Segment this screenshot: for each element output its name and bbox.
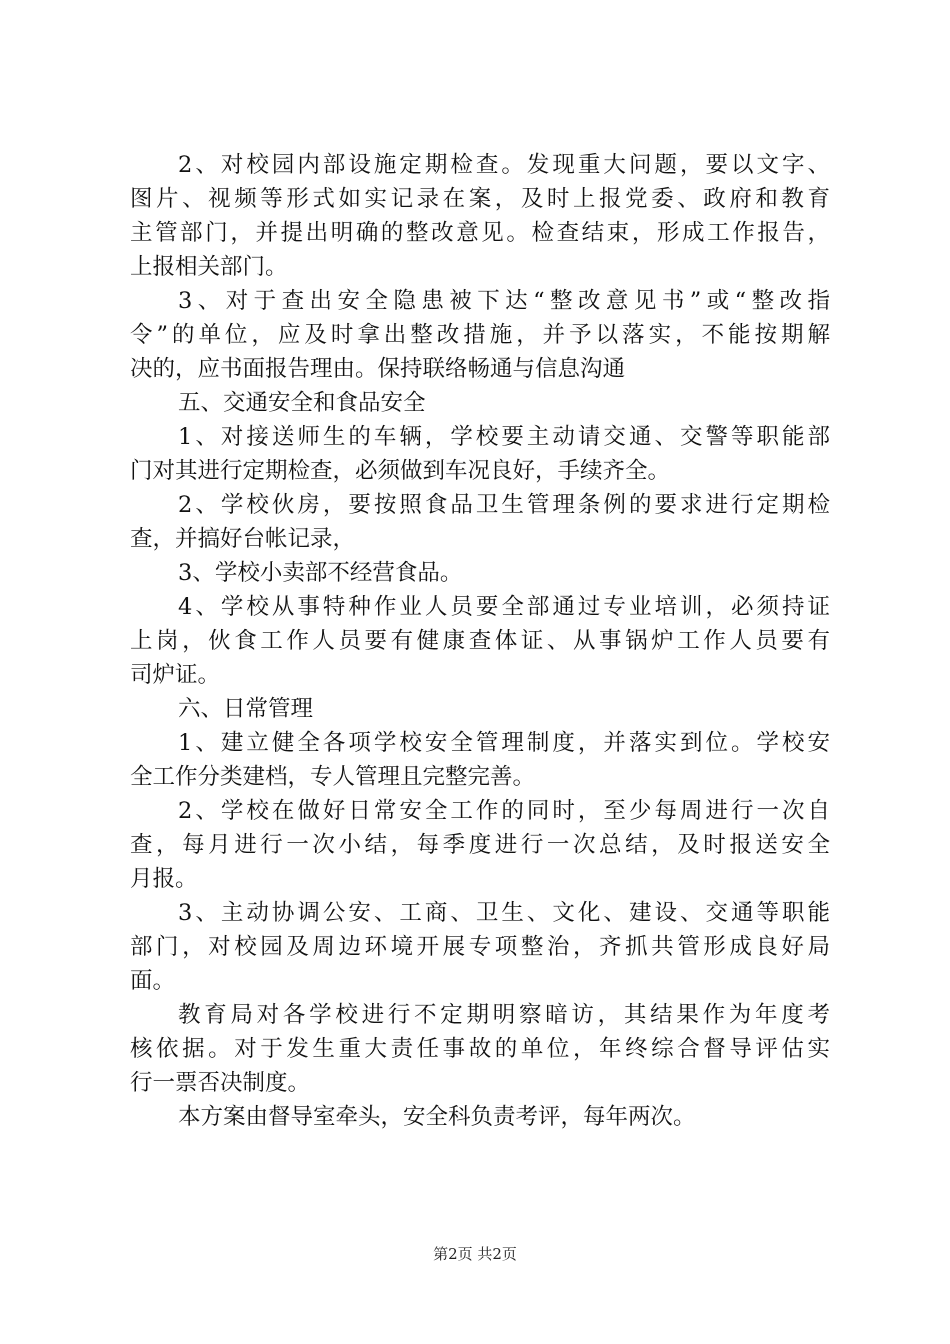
text-line: 3、对于查出安全隐患被下达“整改意见书”或“整改指 [178, 288, 830, 314]
text-line: 2、对校园内部设施定期检查。发现重大问题，要以文字、 [178, 152, 830, 178]
text-line: 教育局对各学校进行不定期明察暗访，其结果作为年度考 [178, 1002, 830, 1028]
text-line: 图片、视频等形式如实记录在案，及时上报党委、政府和教育 [130, 186, 830, 212]
text-line: 2、学校伙房，要按照食品卫生管理条例的要求进行定期检 [178, 492, 830, 518]
text-line: 2、学校在做好日常安全工作的同时，至少每周进行一次自 [178, 798, 830, 824]
text-line: 查，并搞好台帐记录， [130, 526, 356, 552]
text-line: 六、日常管理 [178, 696, 314, 722]
text-line: 全工作分类建档，专人管理且完整完善。 [130, 764, 536, 790]
text-line: 部门，对校园及周边环境开展专项整治，齐抓共管形成良好局 [130, 934, 830, 960]
text-line: 上报相关部门。 [130, 254, 288, 280]
text-line: 决的，应书面报告理由。保持联络畅通与信息沟通 [130, 356, 626, 382]
text-line: 月报。 [130, 866, 198, 892]
text-line: 令”的单位，应及时拿出整改措施，并予以落实，不能按期解 [130, 322, 830, 348]
text-line: 上岗，伙食工作人员要有健康查体证、从事锅炉工作人员要有 [130, 628, 830, 654]
page-footer: 第2页 共2页 [433, 1245, 517, 1263]
text-line: 五、交通安全和食品安全 [178, 390, 426, 416]
text-line: 查，每月进行一次小结，每季度进行一次总结，及时报送安全 [130, 832, 830, 858]
text-line: 司炉证。 [130, 662, 221, 688]
text-line: 3、学校小卖部不经营食品。 [178, 560, 463, 586]
text-line: 3、主动协调公安、工商、卫生、文化、建设、交通等职能 [178, 900, 830, 926]
text-line: 1、建立健全各项学校安全管理制度，并落实到位。学校安 [178, 730, 830, 756]
document-body [130, 148, 830, 1134]
text-line: 门对其进行定期检查，必须做到车况良好，手续齐全。 [130, 458, 671, 484]
text-line: 1、对接送师生的车辆，学校要主动请交通、交警等职能部 [178, 424, 830, 450]
text-line: 4、学校从事特种作业人员要全部通过专业培训，必须持证 [178, 594, 830, 620]
text-line: 主管部门，并提出明确的整改意见。检查结束，形成工作报告， [130, 220, 830, 246]
text-line: 核依据。对于发生重大责任事故的单位，年终综合督导评估实 [130, 1036, 830, 1062]
text-line: 行一票否决制度。 [130, 1070, 311, 1096]
text-line: 本方案由督导室牵头，安全科负责考评，每年两次。 [178, 1104, 696, 1130]
text-line: 面。 [130, 968, 176, 994]
